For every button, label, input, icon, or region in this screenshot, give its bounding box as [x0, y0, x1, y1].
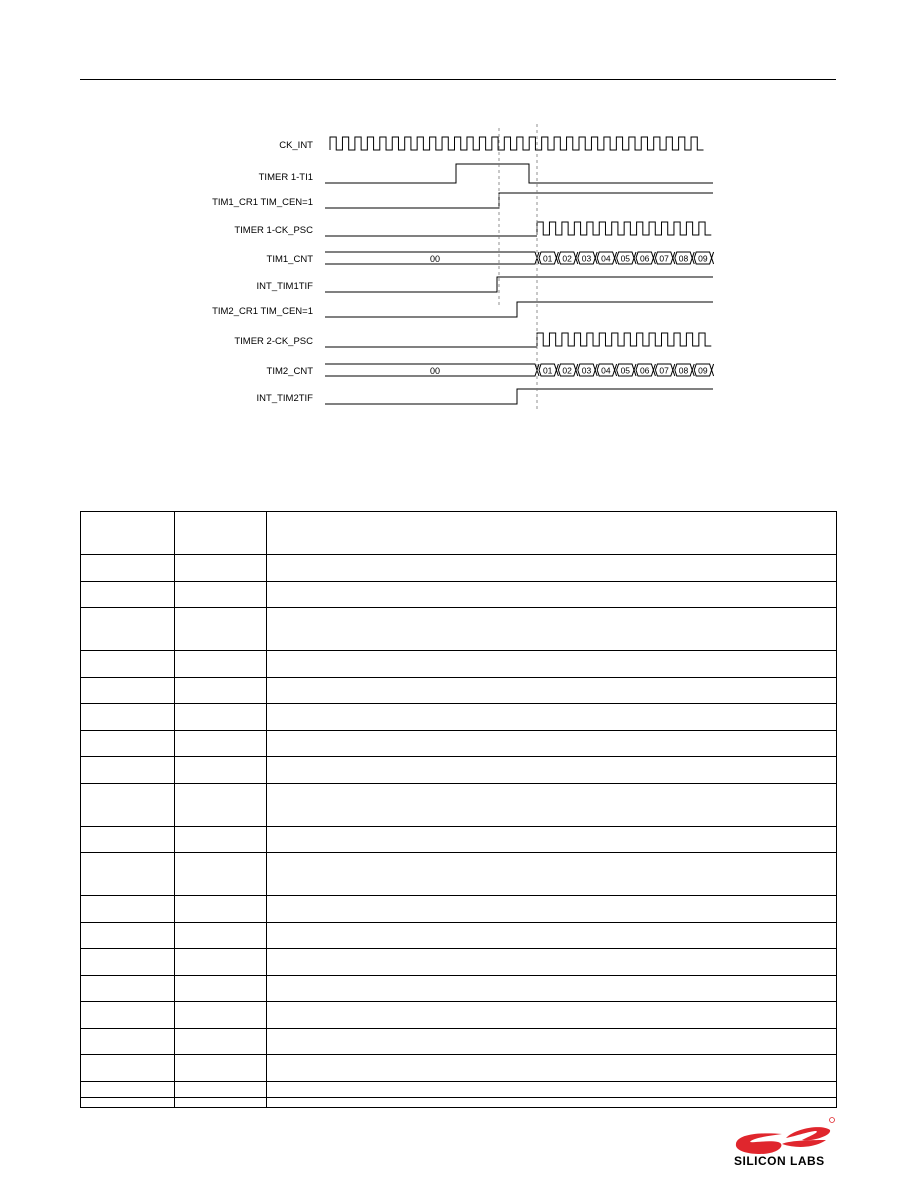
count-value: 08 [678, 365, 689, 376]
table-cell [267, 512, 837, 555]
signal-label: TIMER 1-CK_PSC [234, 225, 313, 236]
table-cell [81, 783, 175, 826]
table-cell [81, 949, 175, 976]
count-value: 07 [659, 365, 669, 376]
table-row [81, 896, 837, 923]
table-cell [81, 651, 175, 678]
count-value: 00 [429, 366, 441, 376]
timer1-ti1-wave [325, 164, 713, 183]
table-cell [81, 1028, 175, 1055]
table-cell [267, 608, 837, 651]
table-cell [267, 975, 837, 1002]
table-row [81, 1002, 837, 1029]
count-value: 08 [678, 253, 689, 264]
table-cell [81, 853, 175, 896]
count-value: 03 [581, 365, 592, 376]
table-cell [267, 1002, 837, 1029]
table-row [81, 922, 837, 949]
int-tim2tif-wave [325, 389, 713, 404]
count-value: 03 [581, 253, 592, 264]
tim1-cen-wave [325, 193, 713, 208]
count-value: 06 [639, 253, 650, 264]
table-cell [267, 783, 837, 826]
count-value: 04 [601, 253, 611, 264]
count-value: 00 [429, 254, 441, 264]
table-cell [81, 1055, 175, 1082]
table-cell [81, 1002, 175, 1029]
timing-diagram [0, 0, 918, 460]
count-value: 09 [698, 365, 708, 376]
timer1-ckpsc-wave [537, 222, 711, 235]
table-cell [175, 783, 267, 826]
silicon-labs-swoosh-icon [736, 1118, 835, 1155]
table-cell [267, 757, 837, 784]
table-cell [175, 922, 267, 949]
table-cell [81, 757, 175, 784]
register-table [80, 511, 837, 1108]
table-row [81, 853, 837, 896]
table-row [81, 581, 837, 608]
signal-label: TIM2_CNT [266, 366, 313, 377]
table-row [81, 1028, 837, 1055]
tim2-cen-wave [325, 302, 713, 317]
table-cell [81, 704, 175, 731]
signal-label: TIM2_CR1 TIM_CEN=1 [212, 306, 313, 317]
table-row [81, 1081, 837, 1108]
signal-label: INT_TIM2TIF [256, 393, 313, 404]
count-value: 04 [601, 365, 611, 376]
table-cell [267, 896, 837, 923]
table-cell [267, 555, 837, 582]
table-cell [81, 581, 175, 608]
signal-label: TIM1_CNT [266, 254, 313, 265]
table-row [81, 555, 837, 582]
table-cell [175, 1055, 267, 1082]
table-row [81, 651, 837, 678]
table-cell [81, 730, 175, 757]
table-cell [267, 922, 837, 949]
table-cell [267, 651, 837, 678]
table-cell [267, 1055, 837, 1082]
table-cell [267, 949, 837, 976]
silicon-labs-logo [730, 1110, 840, 1170]
table-row [81, 677, 837, 704]
table-cell [267, 1081, 837, 1108]
signal-label: TIMER 1-TI1 [258, 172, 313, 183]
table-cell [175, 512, 267, 555]
count-value: 02 [562, 365, 572, 376]
count-value: 05 [620, 365, 631, 376]
table-cell [81, 1081, 175, 1108]
table-row [81, 949, 837, 976]
table-cell [267, 677, 837, 704]
table-row [81, 757, 837, 784]
table-cell [267, 581, 837, 608]
table-cell [267, 826, 837, 853]
count-value: 01 [542, 253, 553, 264]
table-cell [81, 896, 175, 923]
table-cell [267, 1028, 837, 1055]
table-cell [175, 730, 267, 757]
table-cell [81, 826, 175, 853]
table-cell [175, 555, 267, 582]
timer2-ckpsc-wave [537, 333, 711, 346]
signal-label: INT_TIM1TIF [256, 281, 313, 292]
signal-label: TIM1_CR1 TIM_CEN=1 [212, 197, 313, 208]
signal-label: TIMER 2-CK_PSC [234, 336, 313, 347]
count-value: 07 [659, 253, 669, 264]
table-cell [81, 608, 175, 651]
table-row [81, 730, 837, 757]
count-value: 06 [639, 365, 650, 376]
int-tim1tif-wave [325, 277, 713, 292]
table-cell [81, 975, 175, 1002]
signal-label: CK_INT [279, 140, 313, 151]
table-row [81, 1055, 837, 1082]
table-row [81, 783, 837, 826]
table-cell [175, 677, 267, 704]
count-value: 05 [620, 253, 631, 264]
table-cell [175, 581, 267, 608]
table-row [81, 608, 837, 651]
logo-wordmark: SILICON LABS [734, 1154, 825, 1168]
table-cell [175, 1081, 267, 1108]
table-cell [267, 853, 837, 896]
table-row [81, 704, 837, 731]
table-row [81, 512, 837, 555]
table-cell [175, 853, 267, 896]
count-value: 02 [562, 253, 572, 264]
table-cell [175, 975, 267, 1002]
table-cell [175, 651, 267, 678]
table-cell [175, 704, 267, 731]
count-value: 09 [698, 253, 708, 264]
table-cell [175, 896, 267, 923]
table-cell [175, 608, 267, 651]
footer-rule [80, 1097, 836, 1098]
table-cell [267, 704, 837, 731]
table-cell [81, 555, 175, 582]
count-value: 01 [542, 365, 553, 376]
table-cell [175, 1028, 267, 1055]
table-cell [267, 730, 837, 757]
table-cell [81, 922, 175, 949]
table-cell [175, 757, 267, 784]
table-row [81, 975, 837, 1002]
table-cell [81, 512, 175, 555]
table-cell [81, 677, 175, 704]
ck-int-wave [330, 137, 704, 150]
table-cell [175, 949, 267, 976]
table-cell [175, 1002, 267, 1029]
table-row [81, 826, 837, 853]
table-cell [175, 826, 267, 853]
